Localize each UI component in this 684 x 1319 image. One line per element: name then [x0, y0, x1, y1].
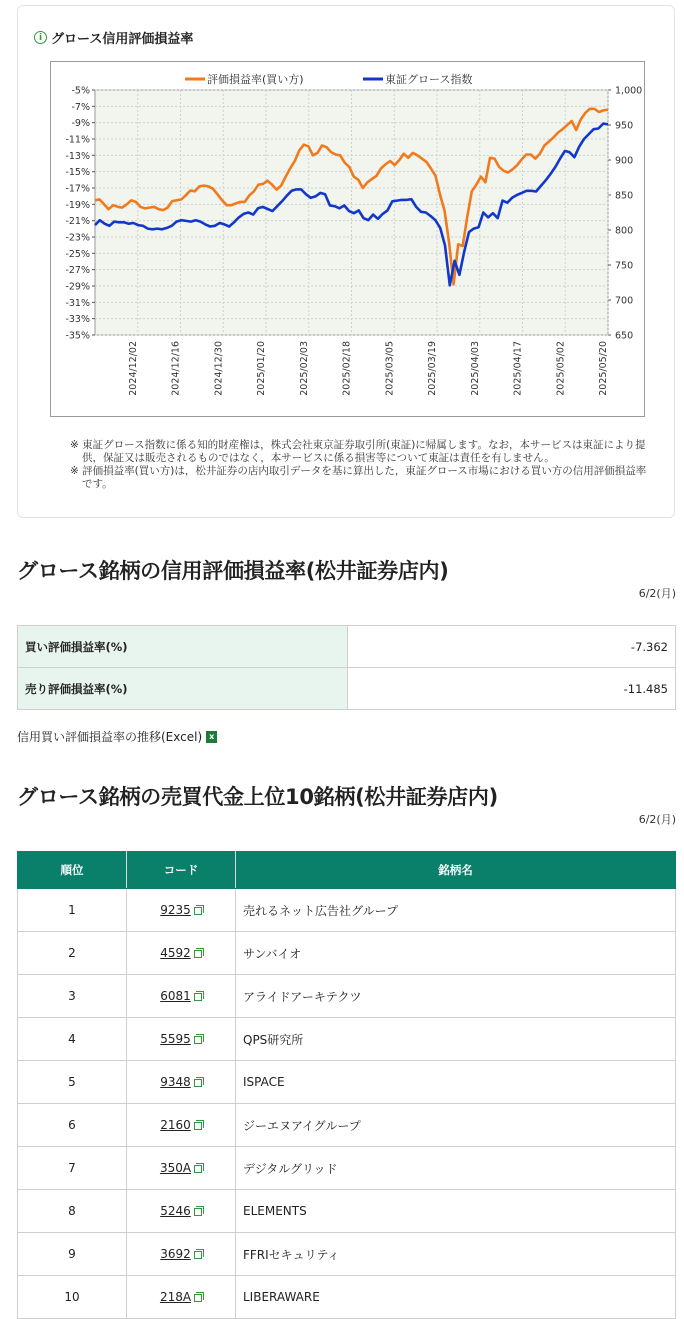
stock-code-link[interactable]: 5246 [160, 1204, 191, 1218]
ranking-date: 6/2(月) [638, 813, 676, 826]
table-row [18, 1061, 676, 1104]
chart-note-2: ※ 評価損益率(買い方)は，松井証券の店内取引データを基に算出した，東証グロース市場における買い方の信用評価損益率です。 [70, 465, 647, 490]
y-axis-right-label: 950 [615, 120, 634, 132]
copy-icon[interactable] [194, 907, 202, 915]
sell-eval-value: -11.485 [348, 668, 676, 710]
x-axis-label: 2025/05/20 [598, 341, 609, 396]
rank-cell: 7 [18, 1147, 127, 1190]
code-cell [127, 1061, 236, 1104]
y-axis-left-label: -5% [71, 85, 90, 97]
x-axis-label: 2025/04/03 [469, 341, 481, 396]
y-axis-right-label: 1,000 [615, 85, 643, 97]
stock-code-link[interactable]: 350A [159, 1161, 192, 1175]
x-axis-label: 2025/05/02 [555, 341, 567, 396]
rank-cell: 9 [18, 1233, 127, 1276]
y-axis-right-label: 900 [615, 155, 634, 167]
y-axis-right-label: 650 [615, 330, 634, 342]
y-axis-left-label: -25% [65, 248, 90, 260]
copy-icon[interactable] [194, 1294, 202, 1302]
table-row [18, 889, 676, 932]
code-cell [127, 1147, 236, 1190]
stock-code-link[interactable]: 4592 [160, 946, 191, 960]
copy-icon[interactable] [194, 1165, 202, 1173]
rank-cell: 3 [18, 975, 127, 1018]
rank-cell: 2 [18, 932, 127, 975]
y-axis-left-label: -15% [65, 167, 90, 179]
rank-cell: 6 [18, 1104, 127, 1147]
growth-margin-chart [51, 62, 644, 416]
stock-code-link[interactable]: 3692 [160, 1247, 191, 1261]
y-axis-right-label: 700 [615, 295, 634, 307]
copy-icon[interactable] [194, 1122, 202, 1130]
stock-name-cell: アライドアーキテクツ [236, 975, 676, 1018]
y-axis-left-label: -11% [65, 134, 90, 146]
y-axis-right-label: 850 [615, 190, 634, 202]
table-row [18, 1190, 676, 1233]
rank-cell: 1 [18, 889, 127, 932]
stock-code-link[interactable]: 9348 [160, 1075, 191, 1089]
y-axis-left-label: -31% [65, 297, 90, 309]
stock-name-cell: QPS研究所 [236, 1018, 676, 1061]
ranking-table [17, 851, 676, 1319]
y-axis-left-label: -27% [65, 265, 90, 277]
col-name-header: 銘柄名 [236, 852, 676, 889]
stock-name-cell: LIBERAWARE [236, 1276, 676, 1319]
stock-name-cell: 売れるネット広告社グループ [236, 889, 676, 932]
x-axis-label: 2024/12/30 [213, 341, 225, 396]
x-axis-label: 2025/03/19 [427, 341, 438, 396]
info-icon[interactable]: i [34, 31, 47, 44]
stock-name-cell: デジタルグリッド [236, 1147, 676, 1190]
rank-cell: 8 [18, 1190, 127, 1233]
copy-icon[interactable] [194, 1208, 202, 1216]
copy-icon[interactable] [194, 1079, 202, 1087]
stock-name-cell: ELEMENTS [236, 1190, 676, 1233]
stock-name-cell: FFRIセキュリティ [236, 1233, 676, 1276]
eval-table [17, 625, 676, 710]
excel-file-icon[interactable]: x [206, 731, 217, 743]
buy-eval-value: -7.362 [348, 626, 676, 668]
copy-icon[interactable] [194, 1036, 202, 1044]
stock-code-link[interactable]: 6081 [160, 989, 191, 1003]
code-cell [127, 1104, 236, 1147]
table-row [18, 932, 676, 975]
y-axis-left-label: -13% [65, 150, 90, 162]
y-axis-left-label: -7% [71, 101, 90, 113]
col-rank-header: 順位 [18, 852, 127, 889]
eval-row [18, 626, 676, 668]
excel-download-link[interactable] [17, 728, 217, 745]
sell-eval-label: 売り評価損益率(%) [18, 668, 348, 710]
y-axis-left-label: -19% [65, 199, 90, 211]
code-cell [127, 1276, 236, 1319]
chart-card-title-text: グロース信用評価損益率 [51, 32, 194, 47]
code-cell [127, 889, 236, 932]
y-axis-left-label: -17% [65, 183, 90, 195]
code-cell [127, 975, 236, 1018]
table-row [18, 1147, 676, 1190]
code-cell [127, 1233, 236, 1276]
ranking-heading: グロース銘柄の売買代金上位10銘柄(松井証券店内) [17, 785, 498, 809]
x-axis-label: 2025/02/03 [298, 341, 310, 396]
y-axis-left-label: -33% [65, 314, 90, 326]
rank-cell: 10 [18, 1276, 127, 1319]
copy-icon[interactable] [194, 993, 202, 1001]
stock-code-link[interactable]: 2160 [160, 1118, 191, 1132]
stock-code-link[interactable]: 5595 [160, 1032, 191, 1046]
y-axis-left-label: -23% [65, 232, 90, 244]
chart-card-title [34, 28, 193, 47]
legend-label: 評価損益率(買い方) [207, 73, 304, 86]
stock-name-cell: ジーエヌアイグループ [236, 1104, 676, 1147]
buy-eval-label: 買い評価損益率(%) [18, 626, 348, 668]
stock-name-cell: サンバイオ [236, 932, 676, 975]
x-axis-label: 2024/12/02 [127, 341, 139, 396]
chart-note-1: ※ 東証グロース指数に係る知的財産権は，株式会社東京証券取引所(東証)に帰属します。なお，本サービスは東証により提供，保証又は販売されるものではなく，本サービスに係る損害等について東証は責任を有しません。 [70, 439, 646, 464]
chart-frame [50, 61, 645, 417]
copy-icon[interactable] [194, 950, 202, 958]
chart-card [17, 5, 675, 518]
x-axis-label: 2025/02/18 [341, 341, 353, 396]
rank-cell: 4 [18, 1018, 127, 1061]
stock-name-cell: ISPACE [236, 1061, 676, 1104]
table-row [18, 975, 676, 1018]
table-row [18, 1018, 676, 1061]
ranking-header-row [18, 852, 676, 889]
code-cell [127, 1018, 236, 1061]
x-axis-label: 2025/01/20 [256, 341, 267, 396]
x-axis-label: 2024/12/16 [170, 341, 182, 396]
y-axis-right-label: 800 [615, 225, 634, 237]
copy-icon[interactable] [194, 1251, 202, 1259]
eval-heading: グロース銘柄の信用評価損益率(松井証券店内) [17, 559, 449, 583]
col-code-header: コード [127, 852, 236, 889]
eval-date: 6/2(月) [638, 587, 676, 600]
excel-link-text[interactable]: 信用買い評価損益率の推移(Excel) [17, 730, 203, 744]
table-row [18, 1276, 676, 1319]
legend-label: 東証グロース指数 [385, 73, 473, 86]
eval-row [18, 668, 676, 710]
y-axis-left-label: -21% [65, 216, 90, 228]
code-cell [127, 932, 236, 975]
x-axis-label: 2025/04/17 [512, 341, 524, 396]
y-axis-left-label: -9% [71, 118, 90, 130]
y-axis-left-label: -35% [65, 330, 90, 342]
rank-cell: 5 [18, 1061, 127, 1104]
stock-code-link[interactable]: 9235 [160, 903, 191, 917]
y-axis-right-label: 750 [615, 260, 634, 272]
stock-code-link[interactable]: 218A [159, 1290, 192, 1304]
chart-notes [70, 439, 650, 491]
y-axis-left-label: -29% [65, 281, 90, 293]
table-row [18, 1233, 676, 1276]
code-cell [127, 1190, 236, 1233]
x-axis-label: 2025/03/05 [384, 341, 396, 396]
table-row [18, 1104, 676, 1147]
